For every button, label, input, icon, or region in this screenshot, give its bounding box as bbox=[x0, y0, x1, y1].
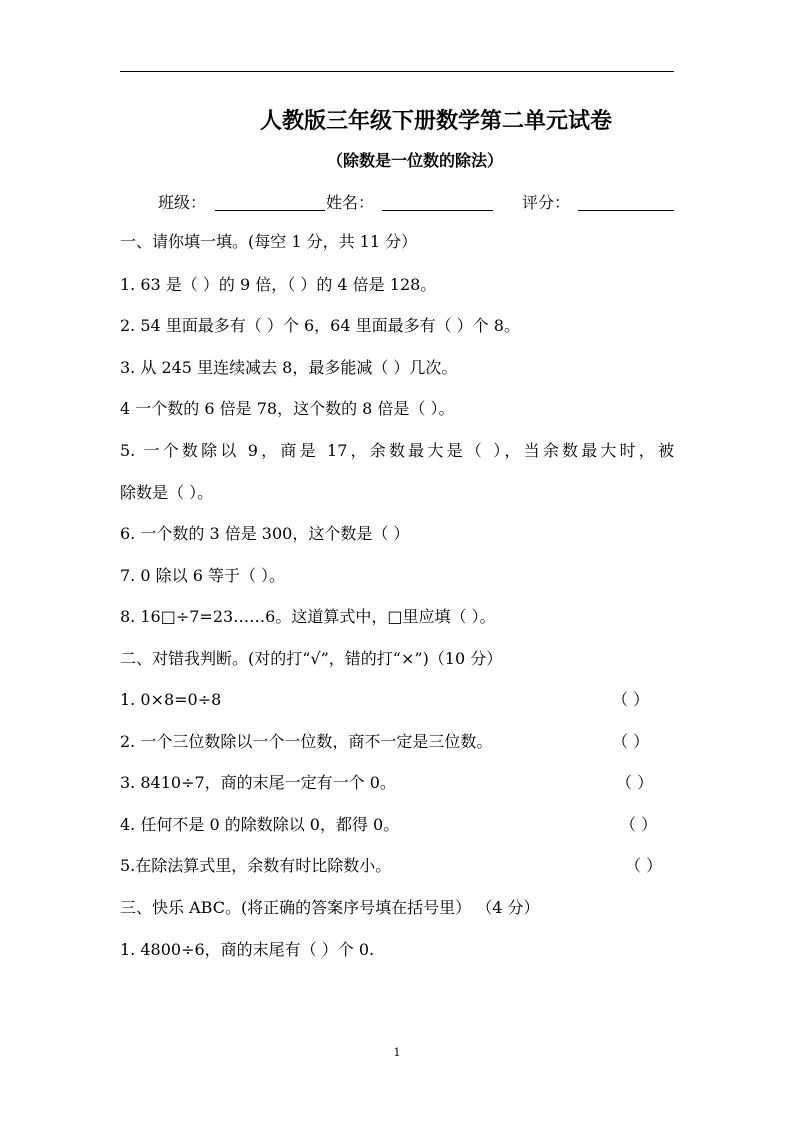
section2-heading: 二、对错我判断。(对的打“√”，错的打“×”)（10 分） bbox=[120, 649, 503, 668]
student-info-row bbox=[158, 190, 678, 214]
class-label: 班级： bbox=[158, 193, 207, 212]
judge-item-1: 1. 0×8=0÷8 bbox=[120, 690, 222, 709]
header-rule bbox=[120, 71, 674, 72]
judge-answer-1[interactable]: （ ） bbox=[612, 690, 650, 709]
exam-subtitle: （除数是一位数的除法） bbox=[326, 151, 503, 170]
name-label: 姓名： bbox=[326, 193, 375, 212]
judge-answer-5[interactable]: （ ） bbox=[625, 856, 663, 875]
judge-answer-3[interactable]: （ ） bbox=[616, 773, 654, 792]
score-blank[interactable] bbox=[578, 210, 674, 211]
name-blank[interactable] bbox=[382, 210, 493, 211]
section1-heading: 一、请你填一填。(每空 1 分，共 11 分） bbox=[120, 232, 418, 251]
page-number: 1 bbox=[393, 1046, 401, 1059]
judge-item-4: 4. 任何不是 0 的除数除以 0，都得 0。 bbox=[120, 815, 400, 834]
fill-item-7: 7. 0 除以 6 等于（ ）。 bbox=[120, 566, 286, 585]
judge-item-2: 2. 一个三位数除以一个一位数，商不一定是三位数。 bbox=[120, 732, 493, 751]
judge-item-3: 3. 8410÷7，商的末尾一定有一个 0。 bbox=[120, 773, 396, 792]
section3-heading: 三、快乐 ABC。(将正确的答案序号填在括号里） （4 分） bbox=[120, 898, 540, 917]
judge-answer-4[interactable]: （ ） bbox=[620, 815, 658, 834]
judge-answer-2[interactable]: （ ） bbox=[612, 732, 650, 751]
choice-item-1: 1. 4800÷6，商的末尾有（ ）个 0. bbox=[120, 940, 375, 959]
fill-item-2: 2. 54 里面最多有（ ）个 6，64 里面最多有（ ）个 8。 bbox=[120, 316, 520, 335]
fill-item-4: 4 一个数的 6 倍是 78，这个数的 8 倍是（ ）。 bbox=[120, 399, 455, 418]
judge-item-5: 5.在除法算式里，余数有时比除数小。 bbox=[120, 856, 392, 875]
exam-title: 人教版三年级下册数学第二单元试卷 bbox=[259, 108, 612, 134]
fill-item-3: 3. 从 245 里连续减去 8，最多能减（ ）几次。 bbox=[120, 358, 458, 377]
fill-item-5-line1: 5. 一个数除以 9，商是 17，余数最大是（ ），当余数最大时，被 bbox=[120, 441, 674, 460]
fill-item-5-line2: 除数是（ ）。 bbox=[120, 483, 214, 502]
score-label: 评分： bbox=[522, 193, 571, 212]
fill-item-8: 8. 16□÷7=23……6。这道算式中，□里应填（ ）。 bbox=[120, 607, 496, 626]
fill-item-6: 6. 一个数的 3 倍是 300，这个数是（ ） bbox=[120, 524, 410, 543]
class-blank[interactable] bbox=[215, 210, 325, 211]
fill-item-1: 1. 63 是（ ）的 9 倍，（ ）的 4 倍是 128。 bbox=[120, 275, 437, 294]
